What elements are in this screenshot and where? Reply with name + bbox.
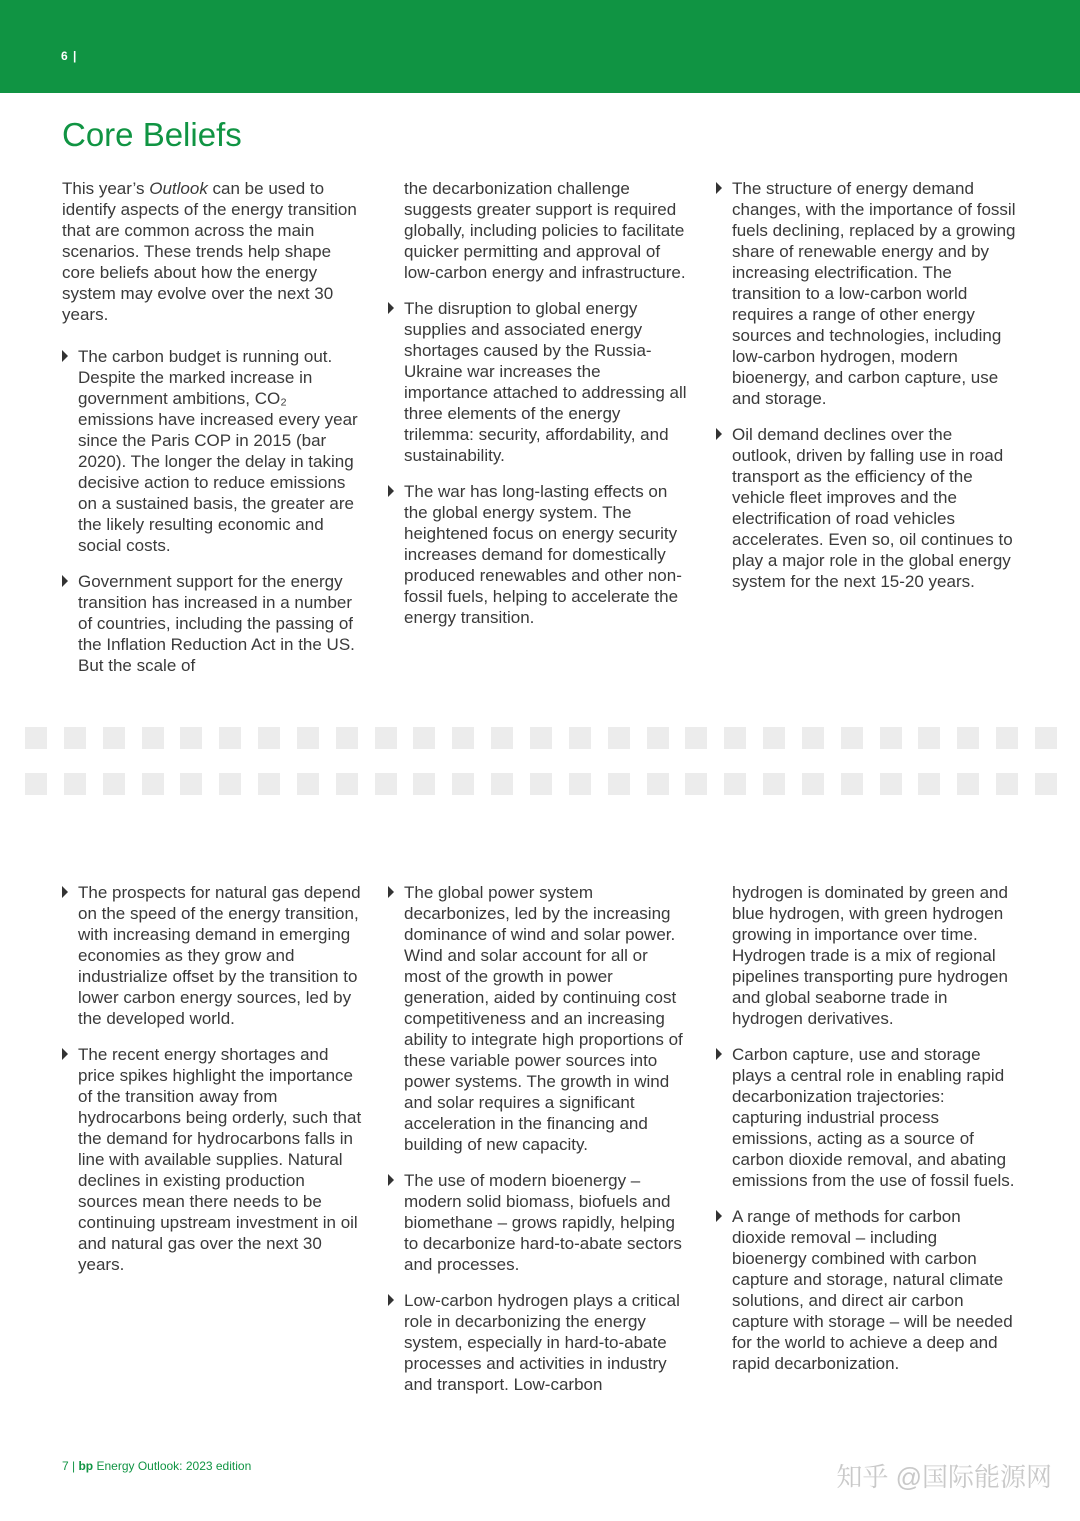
bullet-item: Oil demand declines over the outlook, driven by falling use in road transport as the efficiency of the vehicle fleet improves and the electrification of road vehicles accelerates. Even so, oil continues to play a major role in the global energy system for the next 15-20 years.: [716, 424, 1016, 592]
bullet-arrow-icon: [388, 485, 394, 497]
bullet-item: The global power system decarbonizes, led by the increasing dominance of wind and solar power. Wind and solar account for all or most of the growth in power generation, aided by continuing cost competitiveness and an increasing ability to integrate high proportions of these variable power sources into power systems. The growth in wind and solar requires a significant acceleration in the financing and building of new capacity.: [388, 882, 688, 1155]
bullet-arrow-icon: [388, 886, 394, 898]
watermark: 知乎 @国际能源网: [836, 1462, 1052, 1492]
bullet-item: A range of methods for carbon dioxide removal – including bioenergy combined with carbon capture and storage, natural climate solutions, and direct air carbon capture with storage – will be needed for the world to achieve a deep and rapid decarbonization.: [716, 1206, 1016, 1374]
bullet-item: The use of modern bioenergy – modern solid biomass, biofuels and biomethane – grows rapidly, helping to decarbonize hard-to-abate sectors and processes.: [388, 1170, 688, 1275]
footer: [62, 1459, 251, 1473]
column-1-bottom: [62, 882, 362, 1290]
footer-title: Energy Outlook: 2023 edition: [93, 1459, 252, 1473]
bullet-arrow-icon: [62, 886, 68, 898]
bullet-arrow-icon: [716, 428, 722, 440]
column-2-bottom: [388, 882, 688, 1410]
bullet-arrow-icon: [62, 1048, 68, 1060]
bullet-arrow-icon: [716, 1048, 722, 1060]
bullet-item: Low-carbon hydrogen plays a critical role in decarbonizing the energy system, especially in hard-to-abate processes and activities in industry and transport. Low-carbon: [388, 1290, 688, 1395]
column-3-top: [716, 178, 1016, 607]
bullet-arrow-icon: [388, 1294, 394, 1306]
divider-squares-bottom: [25, 773, 1057, 795]
bullet-item: The prospects for natural gas depend on the speed of the energy transition, with increasing demand in emerging economies as they grow and industrialize offset by the transition to lower carbon energy sources, led by the developed world.: [62, 882, 362, 1029]
column-3-bottom: [716, 882, 1016, 1389]
divider-squares-top: [25, 727, 1057, 749]
intro-paragraph: This year’s Outlook can be used to identify aspects of the energy transition that are common across the main scenarios. These trends help shape core beliefs about how the energy system may evolve over the next 30 years.: [62, 179, 357, 324]
continued-paragraph: hydrogen is dominated by green and blue hydrogen, with green hydrogen growing in importance over time. Hydrogen trade is a mix of regional pipelines transporting pure hydrogen and global seaborne trade in hydrogen derivatives.: [732, 883, 1008, 1028]
bullet-item: The disruption to global energy supplies and associated energy shortages caused by the Russia-Ukraine war increases the importance attached to addressing all three elements of the energy trilemma: security, affordability, and sustainability.: [388, 298, 688, 466]
bullet-arrow-icon: [388, 1174, 394, 1186]
bullet-item: Government support for the energy transition has increased in a number of countries, including the passing of the Inflation Reduction Act in the US. But the scale of: [62, 571, 362, 676]
bullet-arrow-icon: [716, 1210, 722, 1222]
bullet-arrow-icon: [388, 302, 394, 314]
bullet-item: The war has long-lasting effects on the global energy system. The heightened focus on energy security increases demand for domestically produced renewables and other non-fossil fuels, helping to accelerate the energy transition.: [388, 481, 688, 628]
bullet-arrow-icon: [62, 575, 68, 587]
bullet-item: The structure of energy demand changes, with the importance of fossil fuels declining, replaced by a growing share of renewable energy and by increasing electrification. The transition to a low-carbon world requires a range of other energy sources and technologies, including low-carbon hydrogen, modern bioenergy, and carbon capture, use and storage.: [716, 178, 1016, 409]
column-2-top: [388, 178, 688, 643]
bullet-item: The carbon budget is running out. Despite the marked increase in government ambitions, CO₂ emissions have increased every year since the Paris COP in 2015 (bar 2020). The longer the delay in taking decisive action to reduce emissions on a sustained basis, the greater are the likely resulting economic and social costs.: [62, 346, 362, 556]
bullet-item: The recent energy shortages and price spikes highlight the importance of the transition away from hydrocarbons being orderly, such that the demand for hydrocarbons falls in line with available supplies. Natural declines in existing production sources mean there needs to be continuing upstream investment in oil and natural gas over the next 30 years.: [62, 1044, 362, 1275]
column-1-top: [62, 178, 362, 691]
bullet-arrow-icon: [62, 350, 68, 362]
page-title: Core Beliefs: [62, 116, 242, 153]
continued-paragraph: the decarbonization challenge suggests greater support is required globally, including policies to facilitate quicker permitting and approval of low-carbon energy and infrastructure.: [404, 179, 686, 282]
bullet-arrow-icon: [716, 182, 722, 194]
header-bar: [0, 0, 1080, 93]
footer-brand: bp: [78, 1459, 94, 1473]
footer-page-number: 7 |: [62, 1459, 76, 1473]
page-number: 6 |: [61, 49, 78, 63]
bullet-item: Carbon capture, use and storage plays a central role in enabling rapid decarbonization trajectories: capturing industrial process emissions, acting as a source of carbon dioxide removal, and abating emissions from the use of fossil fuels.: [716, 1044, 1016, 1191]
